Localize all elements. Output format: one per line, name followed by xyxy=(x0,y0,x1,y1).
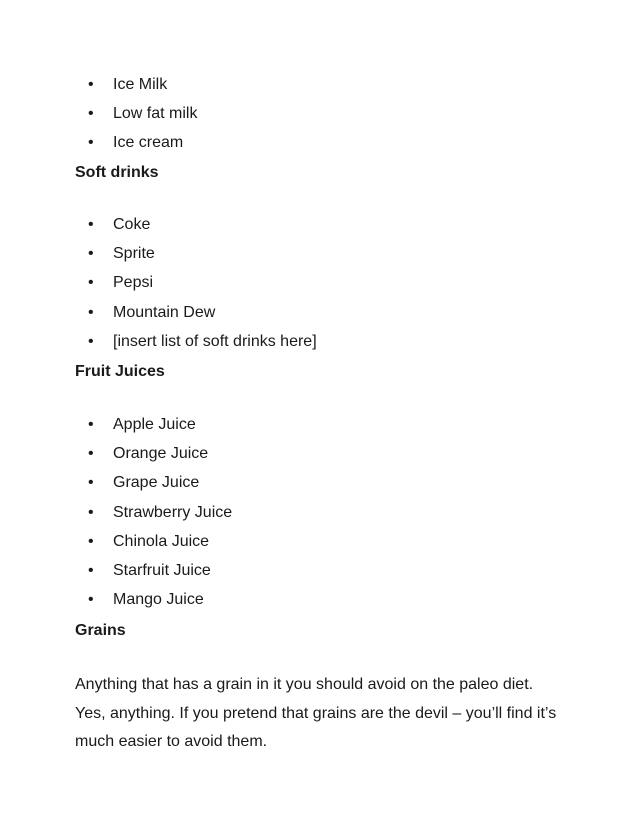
bullet: • xyxy=(88,503,94,521)
list-item xyxy=(0,239,317,268)
list-item xyxy=(0,327,317,356)
list-item-text: [insert list of soft drinks here] xyxy=(113,332,317,350)
bullet: • xyxy=(88,216,94,233)
list-item-text: Orange Juice xyxy=(113,445,209,463)
bullet: • xyxy=(88,561,94,579)
grains-paragraph: Anything that has a grain in it you should avoid on the paleo diet. Yes, anything. If you pretend that grains are the devil – you’ll find it’s much easier to avoid them. xyxy=(75,676,557,750)
list-item-text: Apple Juice xyxy=(113,416,196,433)
soft-drinks-list xyxy=(0,210,317,356)
list-item-text: Low fat milk xyxy=(113,105,198,123)
bullet: • xyxy=(88,532,94,550)
list-item-text: Grape Juice xyxy=(113,474,200,492)
bullet: • xyxy=(88,274,94,292)
bullet: • xyxy=(88,245,94,263)
bullet: • xyxy=(88,591,94,609)
bullet: • xyxy=(88,332,94,350)
list-item-text: Coke xyxy=(113,216,151,233)
list-item xyxy=(0,410,232,439)
bullet: • xyxy=(88,105,94,123)
list-item-text: Strawberry Juice xyxy=(113,503,233,521)
dairy-list xyxy=(0,70,197,158)
bullet: • xyxy=(88,303,94,321)
bullet: • xyxy=(88,134,94,152)
list-item-text: Mango Juice xyxy=(113,591,204,609)
bullet: • xyxy=(88,76,94,93)
list-item-text: Mountain Dew xyxy=(113,303,216,321)
fruit-juices-heading: Fruit Juices xyxy=(75,363,165,380)
list-item xyxy=(0,498,232,527)
bullet: • xyxy=(88,416,94,433)
list-item-text: Sprite xyxy=(113,245,155,263)
list-item-text: Chinola Juice xyxy=(113,532,210,550)
grains-heading: Grains xyxy=(75,622,126,639)
list-item xyxy=(0,128,197,157)
list-item xyxy=(0,298,317,327)
list-item xyxy=(0,99,197,128)
list-item xyxy=(0,468,232,497)
list-item-text: Starfruit Juice xyxy=(113,561,211,579)
list-item xyxy=(0,556,232,585)
bullet: • xyxy=(88,445,94,463)
list-item-text: Ice cream xyxy=(113,134,184,152)
list-item-text: Ice Milk xyxy=(113,76,168,93)
list-item xyxy=(0,268,317,297)
list-item xyxy=(0,439,232,468)
bullet: • xyxy=(88,474,94,492)
list-item xyxy=(0,70,197,99)
list-item-text: Pepsi xyxy=(113,274,154,292)
list-item xyxy=(0,585,232,614)
soft-drinks-heading: Soft drinks xyxy=(75,164,159,181)
list-item xyxy=(0,210,317,239)
fruit-juices-list xyxy=(0,410,232,614)
list-item xyxy=(0,527,232,556)
